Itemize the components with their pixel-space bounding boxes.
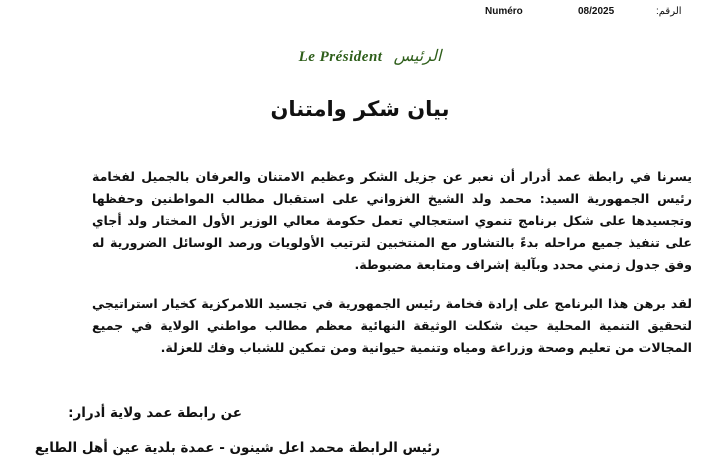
reference-number-label-arabic: الرقم:: [656, 6, 682, 17]
reference-number-value: 08/2025: [578, 6, 615, 17]
signature-name: رئيس الرابطة محمد اعل شينون - عمدة بلدية عين أهل الطايع: [34, 440, 440, 456]
reference-number-row: [0, 6, 720, 22]
signature-organization: عن رابطة عمد ولاية أدرار:: [68, 405, 242, 421]
seal-text-arabic: الرئيس: [393, 46, 442, 65]
body-paragraph-2: [92, 293, 692, 359]
president-seal: [0, 46, 720, 66]
paragraph-text: يسرنا في رابطة عمد أدرار أن نعبر عن جزيل الشكر وعظيم الامتنان والعرفان بالجميل لفخامة رئيس الجمهورية السيد: محمد ولد الشيخ الغزواني على استقبال مطالب المواطنين وحفظها وتجسيدها على شكل برنامج تنموي استعجالي تعمل حكومة معالي الوزير الأول المختار ولد أجاي على تنفيذ جميع مراحله بدءً بالتشاور مع المنتخبين لترتيب الأولويات ورصد الوسائل الضرورية له وفق جدول زمني محدد وبآلية إشراف ومتابعة مضبوطة.: [92, 169, 692, 272]
reference-number-label: Numéro: [485, 6, 523, 17]
document-title: بيان شكر وامتنان: [270, 97, 450, 121]
body-paragraph-1: [92, 166, 692, 276]
seal-text-french: Le Président: [298, 49, 383, 65]
paragraph-text: لقد برهن هذا البرنامج على إرادة فخامة رئيس الجمهورية في تجسيد اللامركزية كخيار استراتيجي لتحقيق التنمية المحلية حيث شكلت الوثيقة النهائية معظم مطالب مواطني الولاية في جميع المجالات من تعليم وصحة وزراعة ومياه وتنمية حيوانية ومن تمكين للشباب وفك للعزلة.: [92, 296, 692, 355]
